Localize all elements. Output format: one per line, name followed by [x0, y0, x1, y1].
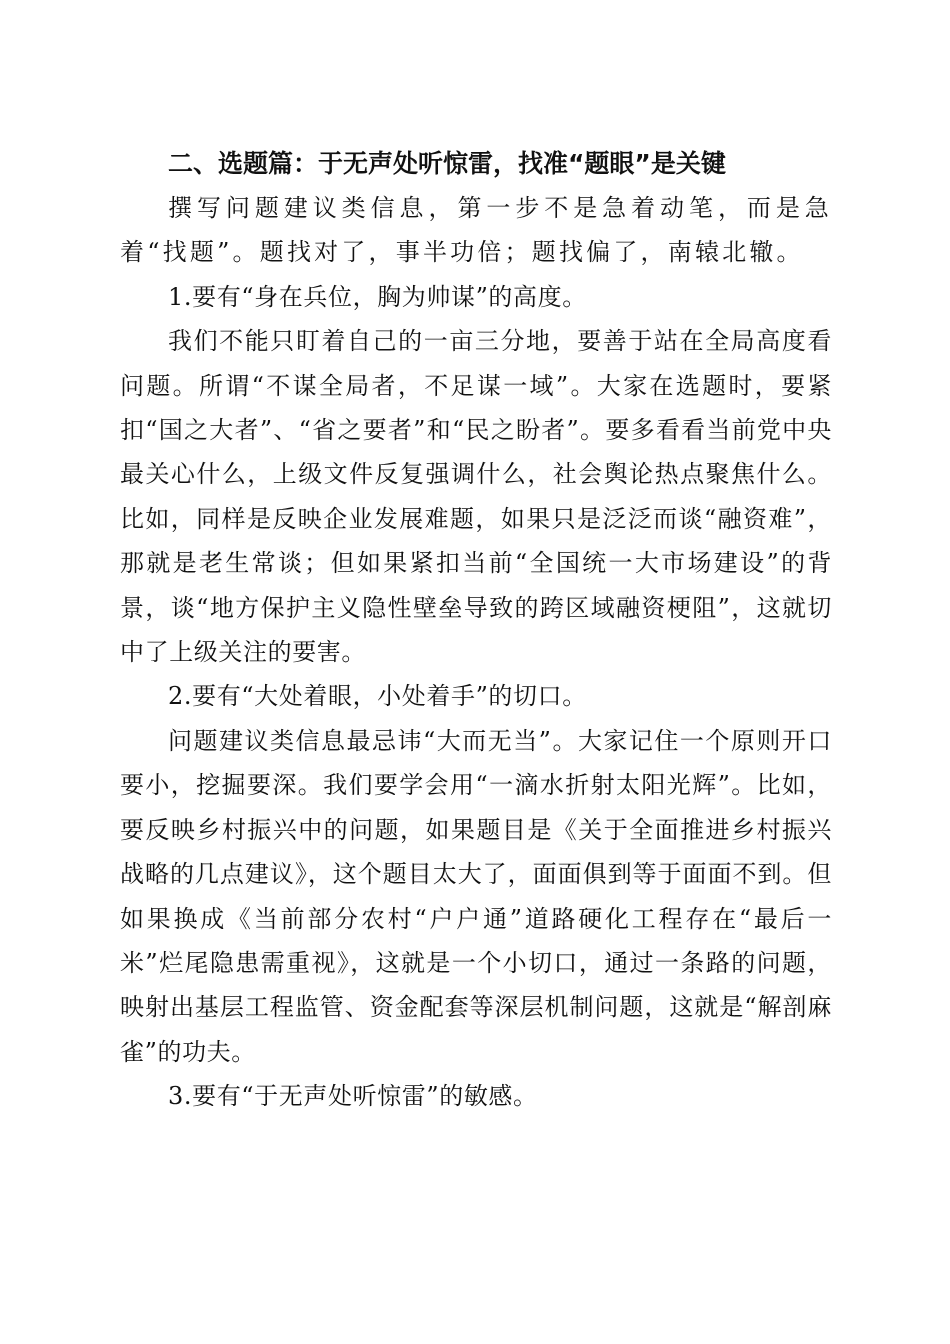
point-1-heading: 1.要有“身在兵位，胸为帅谋”的高度。	[168, 282, 587, 311]
point-2-heading: 2.要有“大处着眼，小处着手”的切口。	[168, 682, 587, 711]
point-1-paragraph: 我们不能只盯着自己的一亩三分地，要善于站在全局高度看问题。所谓“不谋全局者，不足谋一域”。大家在选题时，要紧扣“国之大者”、“省之要者”和“民之盼者”。要多看看当前党中央最关心什么，上级文件反复强调什么，社会舆论热点聚焦什么。比如，同样是反映企业发展难题，如果只是泛泛而谈“融资难”，那就是老生常谈；但如果紧扣当前“全国统一大市场建设”的背景，谈“地方保护主义隐性壁垒导致的跨区域融资梗阻”，这就切中了上级关注的要害。	[120, 327, 832, 667]
body-text	[120, 186, 832, 1119]
point-3-heading: 3.要有“于无声处听惊雷”的敏感。	[168, 1082, 538, 1111]
intro-paragraph: 撰写问题建议类信息，第一步不是急着动笔，而是急着“找题”。题找对了，事半功倍；题找偏了，南辕北辙。	[120, 194, 832, 267]
section-heading: 二、选题篇：于无声处听惊雷，找准“题眼”是关键	[168, 149, 726, 178]
point-2-paragraph: 问题建议类信息最忌讳“大而无当”。大家记住一个原则开口要小，挖掘要深。我们要学会用“一滴水折射太阳光辉”。比如，要反映乡村振兴中的问题，如果题目是《关于全面推进乡村振兴战略的几点建议》，这个题目太大了，面面俱到等于面面不到。但如果换成《当前部分农村“户户通”道路硬化工程存在“最后一米”烂尾隐患需重视》，这就是一个小切口，通过一条路的问题，映射出基层工程监管、资金配套等深层机制问题，这就是“解剖麻雀”的功夫。	[120, 726, 832, 1066]
